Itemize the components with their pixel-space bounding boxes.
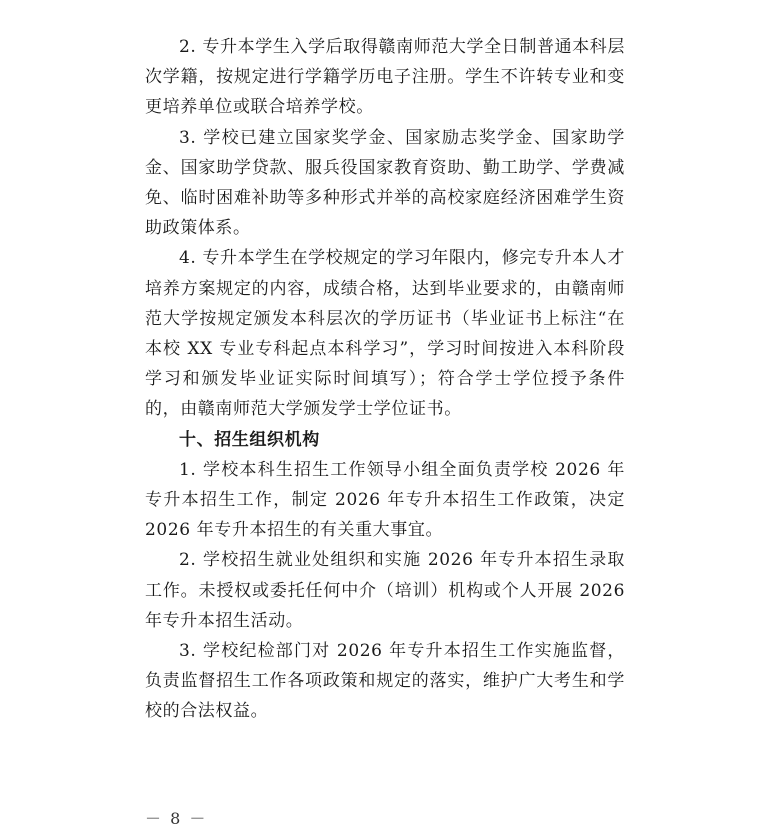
paragraph-enrollment-status: 2. 专升本学生入学后取得赣南师范大学全日制普通本科层次学籍，按规定进行学籍学历电子注册。学生不许转专业和变更培养单位或联合培养学校。 xyxy=(145,37,625,118)
section-heading-organization: 十、招生组织机构 xyxy=(179,429,320,450)
paragraph-leadership-group: 1. 学校本科生招生工作领导小组全面负责学校 2026 年专升本招生工作，制定 2026 年专升本招生工作政策，决定 2026 年专升本招生的有关重大事宜。 xyxy=(145,459,625,541)
paragraph-admissions-office: 2. 学校招生就业处组织和实施 2026 年专升本招生录取工作。未授权或委托任何中介（培训）机构或个人开展 2026 年专升本招生活动。 xyxy=(145,550,625,631)
page-number: － 8 － xyxy=(145,809,208,828)
paragraph-financial-aid: 3. 学校已建立国家奖学金、国家励志奖学金、国家助学金、国家助学贷款、服兵役国家教育资助、勤工助学、学费减免、临时困难补助等多种形式并举的高校家庭经济困难学生资助政策体系。 xyxy=(145,127,625,239)
page-content xyxy=(145,32,625,727)
paragraph-graduation-degree: 4. 专升本学生在学校规定的学习年限内，修完专升本人才培养方案规定的内容，成绩合格，达到毕业要求的，由赣南师范大学按规定颁发本科层次的学历证书（毕业证书上标注“在本校 XX 专业专科起点本科学习”，学习时间按进入本科阶段学习和颁发毕业证实际时间填写）；符合学士学位授予条件的，由赣南师范大学颁发学士学位证书。 xyxy=(145,248,625,420)
paragraph-supervision: 3. 学校纪检部门对 2026 年专升本招生工作实施监督，负责监督招生工作各项政策和规定的落实，维护广大考生和学校的合法权益。 xyxy=(145,641,625,722)
